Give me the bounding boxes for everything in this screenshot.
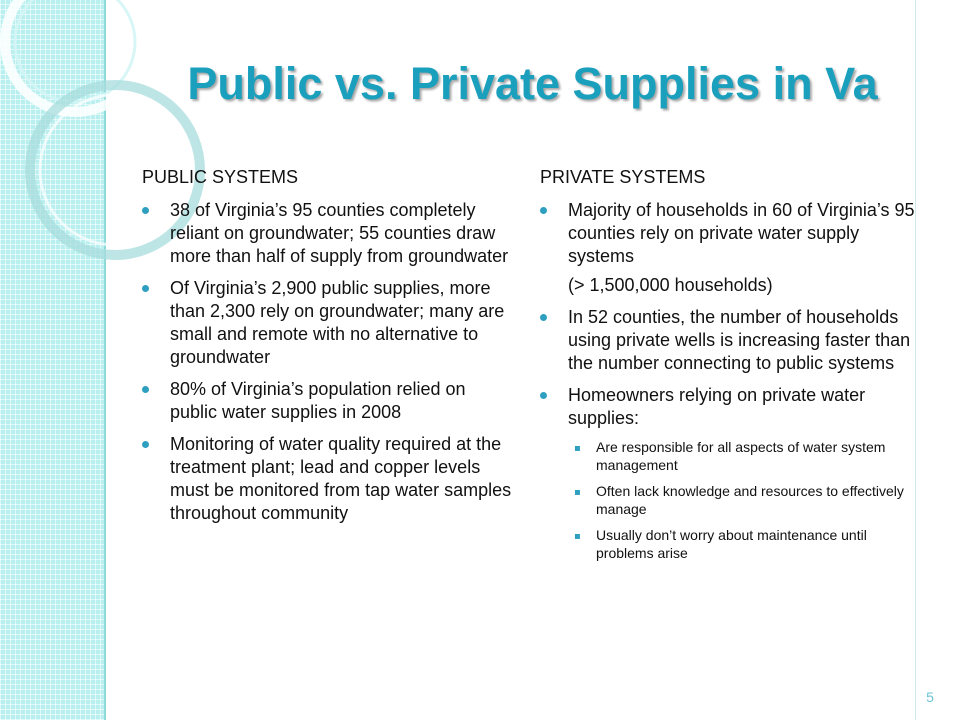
bullet-text: Monitoring of water quality required at the treatment plant; lead and copper levels must be monitored from tap water samples throughout community bbox=[170, 434, 512, 523]
sub-list-item bbox=[568, 482, 920, 518]
list-item bbox=[142, 433, 512, 525]
bullet-list bbox=[540, 306, 920, 562]
sub-list-item bbox=[568, 526, 920, 562]
column-heading: PUBLIC SYSTEMS bbox=[142, 167, 299, 187]
sub-bullet-list bbox=[568, 438, 920, 562]
bullet-icon bbox=[540, 314, 547, 321]
list-item bbox=[540, 306, 920, 375]
list-item bbox=[142, 378, 512, 424]
private-systems-column bbox=[540, 166, 920, 571]
bullet-icon bbox=[142, 386, 149, 393]
households-note: (> 1,500,000 households) bbox=[568, 275, 773, 295]
bullet-text: 80% of Virginia’s population relied on public water supplies in 2008 bbox=[170, 379, 466, 422]
bullet-text: 38 of Virginia’s 95 counties completely reliant on groundwater; 55 counties draw more than half of supply from groundwater bbox=[170, 200, 509, 266]
sub-list-item bbox=[568, 438, 920, 474]
bullet-text: Majority of households in 60 of Virginia’s 95 counties rely on private water supply systems bbox=[568, 200, 915, 266]
bullet-icon bbox=[540, 207, 547, 214]
bullet-text: Homeowners relying on private water supplies: bbox=[568, 385, 866, 428]
page-number: 5 bbox=[926, 689, 934, 705]
bullet-text: In 52 counties, the number of households using private wells is increasing faster than the number connecting to public systems bbox=[568, 307, 911, 373]
bullet-list bbox=[540, 199, 920, 268]
list-item bbox=[540, 199, 920, 268]
sub-bullet-text: Usually don’t worry about maintenance until problems arise bbox=[596, 527, 867, 561]
square-bullet-icon: ▪ bbox=[574, 531, 581, 542]
sub-bullet-text: Are responsible for all aspects of water system management bbox=[596, 439, 886, 473]
bullet-text: Of Virginia’s 2,900 public supplies, more than 2,300 rely on groundwater; many are small and remote with no alternative to groundwater bbox=[170, 278, 505, 367]
list-item bbox=[540, 384, 920, 562]
square-bullet-icon: ▪ bbox=[574, 443, 581, 454]
bullet-icon bbox=[142, 441, 149, 448]
bullet-icon bbox=[540, 392, 547, 399]
list-item bbox=[142, 277, 512, 369]
list-item bbox=[142, 199, 512, 268]
column-heading: PRIVATE SYSTEMS bbox=[540, 167, 706, 187]
bullet-icon bbox=[142, 207, 149, 214]
square-bullet-icon: ▪ bbox=[574, 487, 581, 498]
slide-title: Public vs. Private Supplies in Va bbox=[187, 58, 878, 109]
public-systems-column bbox=[142, 166, 512, 534]
sub-bullet-text: Often lack knowledge and resources to effectively manage bbox=[596, 483, 904, 517]
bullet-icon bbox=[142, 285, 149, 292]
bullet-list bbox=[142, 199, 512, 525]
